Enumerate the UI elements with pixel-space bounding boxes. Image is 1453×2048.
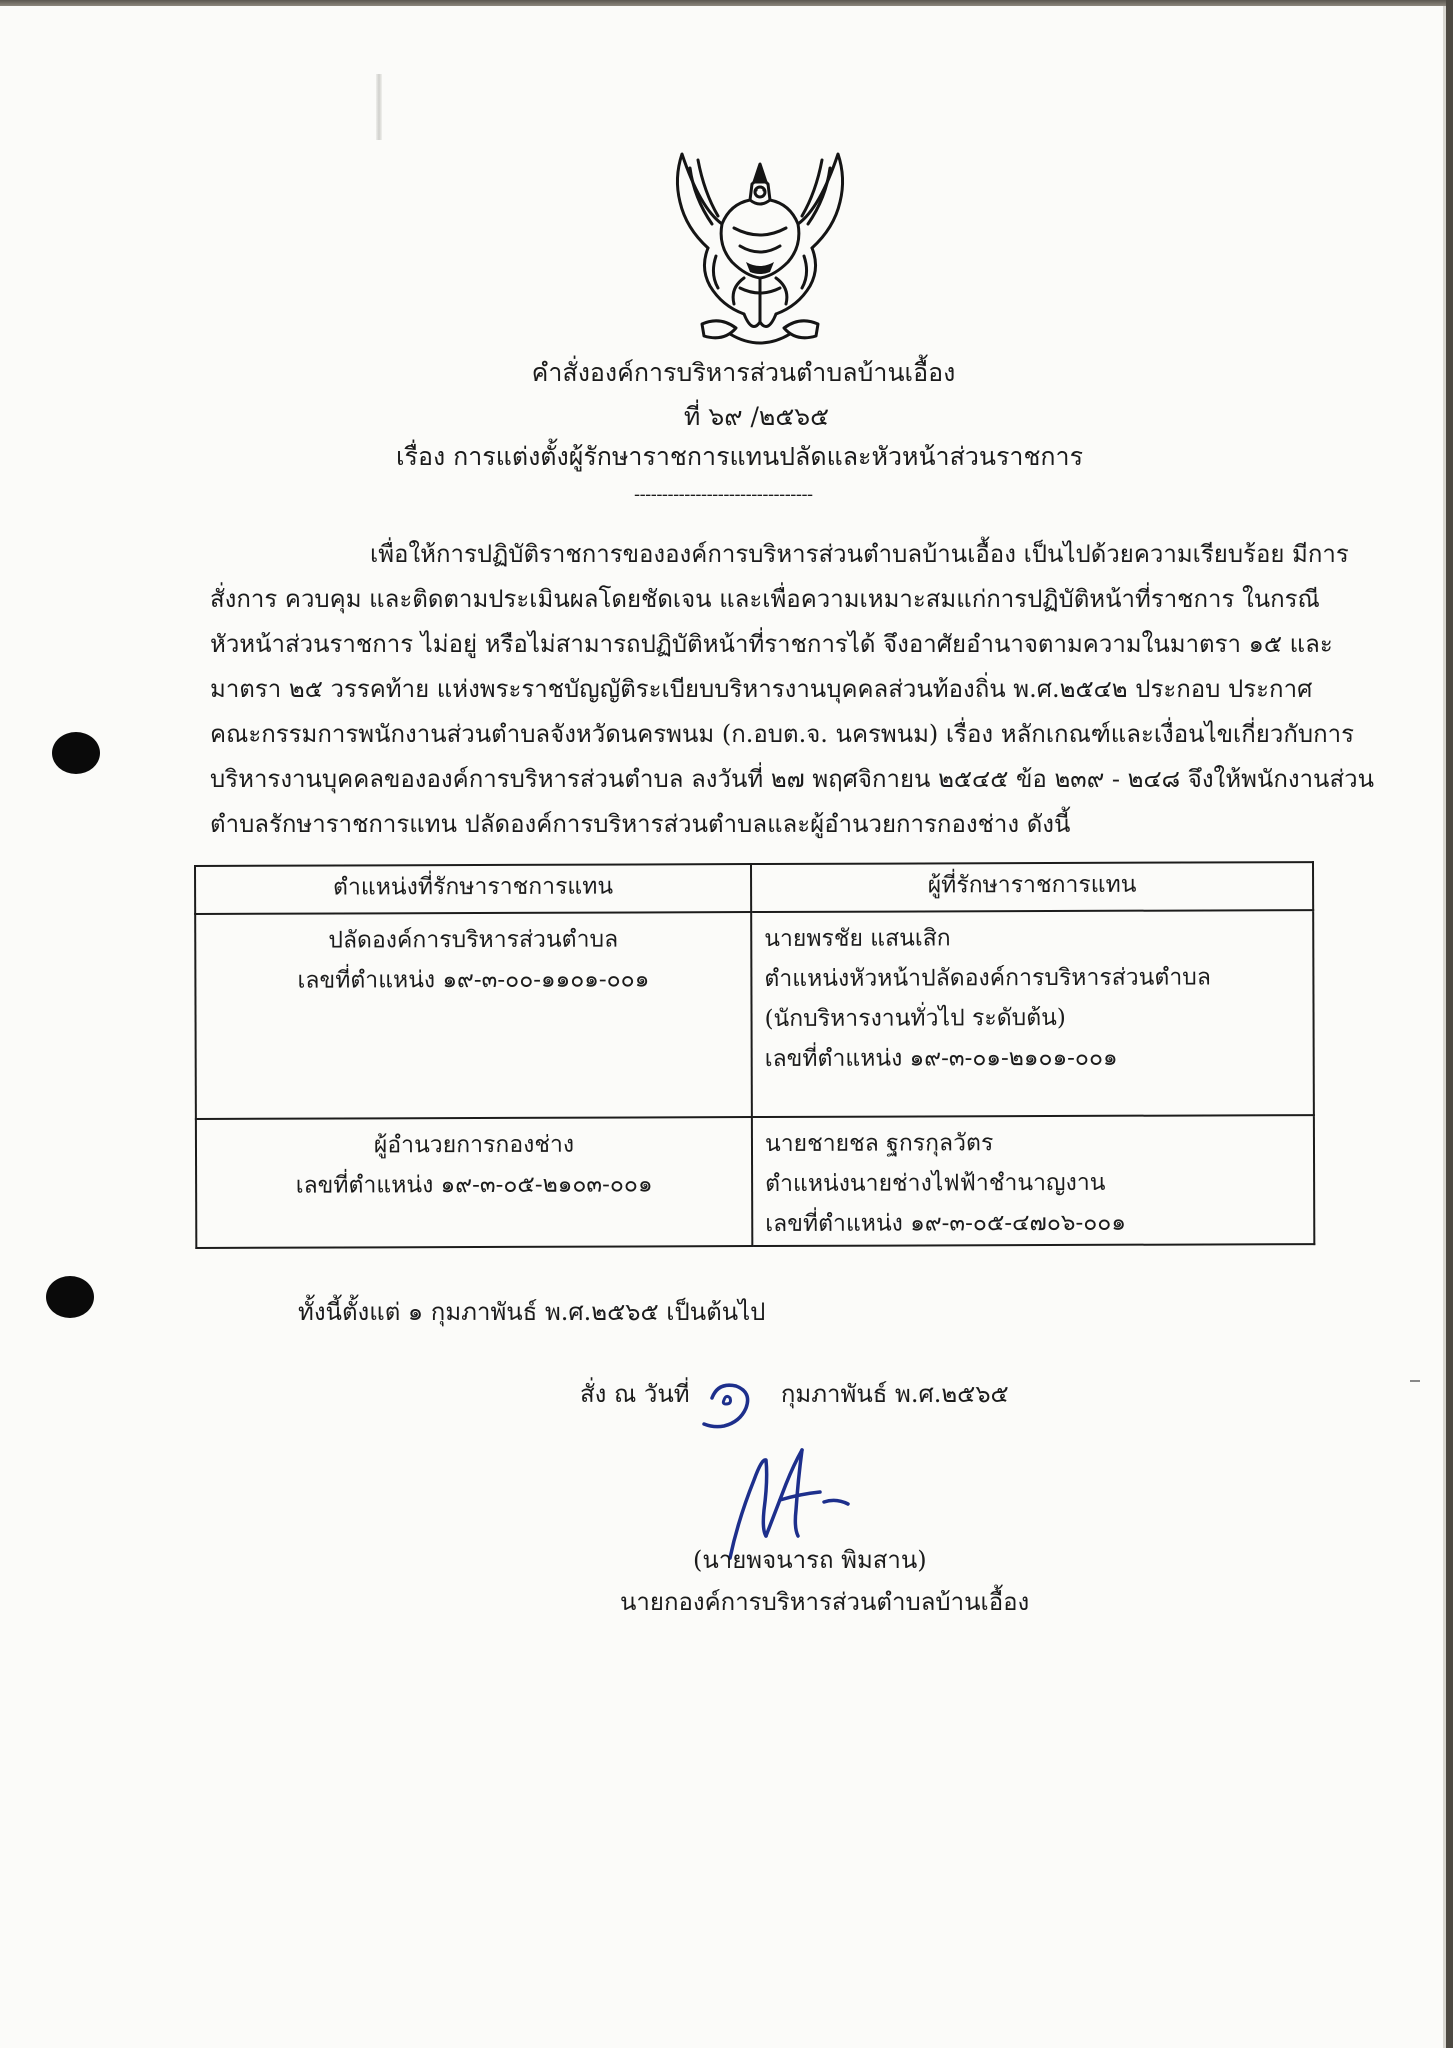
- person-name: นายพรชัย แสนเสิก: [764, 925, 951, 953]
- position-cell: [195, 912, 752, 1119]
- effective-date: ทั้งนี้ตั้งแต่ ๑ กุมภาพันธ์ พ.ศ.๒๕๖๕ เป็นต้นไป: [298, 1298, 766, 1326]
- scan-mark: [376, 74, 382, 140]
- table-header-row: [195, 862, 1313, 914]
- order-title: คำสั่งองค์การบริหารส่วนตำบลบ้านเอื้อง: [531, 358, 956, 387]
- scan-mark: [1410, 1380, 1420, 1382]
- body-line: เพื่อให้การปฏิบัติราชการขององค์การบริหารส่วนตำบลบ้านเอื้อง เป็นไปด้วยความเรียบร้อย มีการ: [370, 540, 1349, 568]
- body-line: หัวหน้าส่วนราชการ ไม่อยู่ หรือไม่สามารถปฏิบัติหน้าที่ราชการได้ จึงอาศัยอำนาจตามความในมาตรา ๑๕ และ: [210, 630, 1333, 658]
- person-position: ตำแหน่งนายช่างไฟฟ้าชำนาญงาน: [765, 1169, 1106, 1198]
- header-position: ตำแหน่งที่รักษาราชการแทน: [195, 864, 751, 914]
- person-position: ตำแหน่งหัวหน้าปลัดองค์การบริหารส่วนตำบล: [764, 964, 1211, 993]
- position-number: เลขที่ตำแหน่ง ๑๙-๓-๐๕-๒๑๐๓-๐๐๑: [295, 1171, 653, 1199]
- person-position-number: เลขที่ตำแหน่ง ๑๙-๓-๐๑-๒๑๐๑-๐๐๑: [764, 1044, 1118, 1073]
- acting-officials-table: [194, 861, 1315, 1249]
- garuda-emblem-icon: [660, 138, 860, 358]
- table-row: [195, 910, 1314, 1119]
- ordered-date: [580, 1374, 1009, 1413]
- body-line: มาตรา ๒๕ วรรคท้าย แห่งพระราชบัญญัติระเบียบบริหารงานบุคคลส่วนท้องถิ่น พ.ศ.๒๕๔๒ ประกอบ ประกาศ: [210, 675, 1313, 703]
- person-position-number: เลขที่ตำแหน่ง ๑๙-๓-๐๕-๔๗๐๖-๐๐๑: [765, 1209, 1126, 1238]
- header-acting-person: ผู้ที่รักษาราชการแทน: [751, 862, 1313, 912]
- signer-name: (นายพจนารถ พิมสาน): [693, 1546, 927, 1574]
- body-line: คณะกรรมการพนักงานส่วนตำบลจังหวัดนครพนม (ก.อบต.จ. นครพนม) เรื่อง หลักเกณฑ์และเงื่อนไขเกี่ยวกับการ: [210, 720, 1354, 748]
- position-title: ปลัดองค์การบริหารส่วนตำบล: [328, 926, 619, 954]
- position-number: เลขที่ตำแหน่ง ๑๙-๓-๐๐-๑๑๐๑-๐๐๑: [297, 966, 650, 994]
- body-line: สั่งการ ควบคุม และติดตามประเมินผลโดยชัดเจน และเพื่อความเหมาะสมแก่การปฏิบัติหน้าที่ราชการ ในกรณี: [210, 585, 1320, 613]
- handwritten-day-icon: [700, 1378, 764, 1434]
- person-name: นายชายชล ฐกรกุลวัตร: [764, 1130, 994, 1158]
- punch-hole: [46, 1276, 94, 1318]
- ordered-prefix: สั่ง ณ วันที่: [580, 1380, 690, 1408]
- body-line: บริหารงานบุคคลขององค์การบริหารส่วนตำบล ลงวันที่ ๒๗ พฤศจิกายน ๒๕๔๕ ข้อ ๒๓๙ - ๒๔๘ จึงให้พนักงานส่วน: [210, 765, 1374, 793]
- person-cell: [751, 910, 1314, 1117]
- body-line: ตำบลรักษาราชการแทน ปลัดองค์การบริหารส่วนตำบลและผู้อำนวยการกองช่าง ดังนี้: [210, 810, 1071, 838]
- signer-position: นายกองค์การบริหารส่วนตำบลบ้านเอื้อง: [620, 1588, 1030, 1616]
- scan-right-edge: [1446, 0, 1453, 2048]
- order-body: [210, 532, 1374, 847]
- order-subject: เรื่อง การแต่งตั้งผู้รักษาราชการแทนปลัดและหัวหน้าส่วนราชการ: [395, 442, 1084, 471]
- position-cell: [196, 1117, 752, 1248]
- person-level: (นักบริหารงานทั่วไป ระดับต้น): [764, 1004, 1066, 1033]
- ordered-suffix: กุมภาพันธ์ พ.ศ.๒๕๖๕: [780, 1380, 1009, 1408]
- order-number: ที่ ๖๙ /๒๕๖๕: [683, 402, 830, 431]
- position-title: ผู้อำนวยการกองช่าง: [373, 1131, 575, 1159]
- person-cell: [752, 1115, 1314, 1246]
- title-separator: --------------------------------: [634, 484, 813, 505]
- table-row: [196, 1115, 1314, 1248]
- punch-hole: [52, 732, 100, 774]
